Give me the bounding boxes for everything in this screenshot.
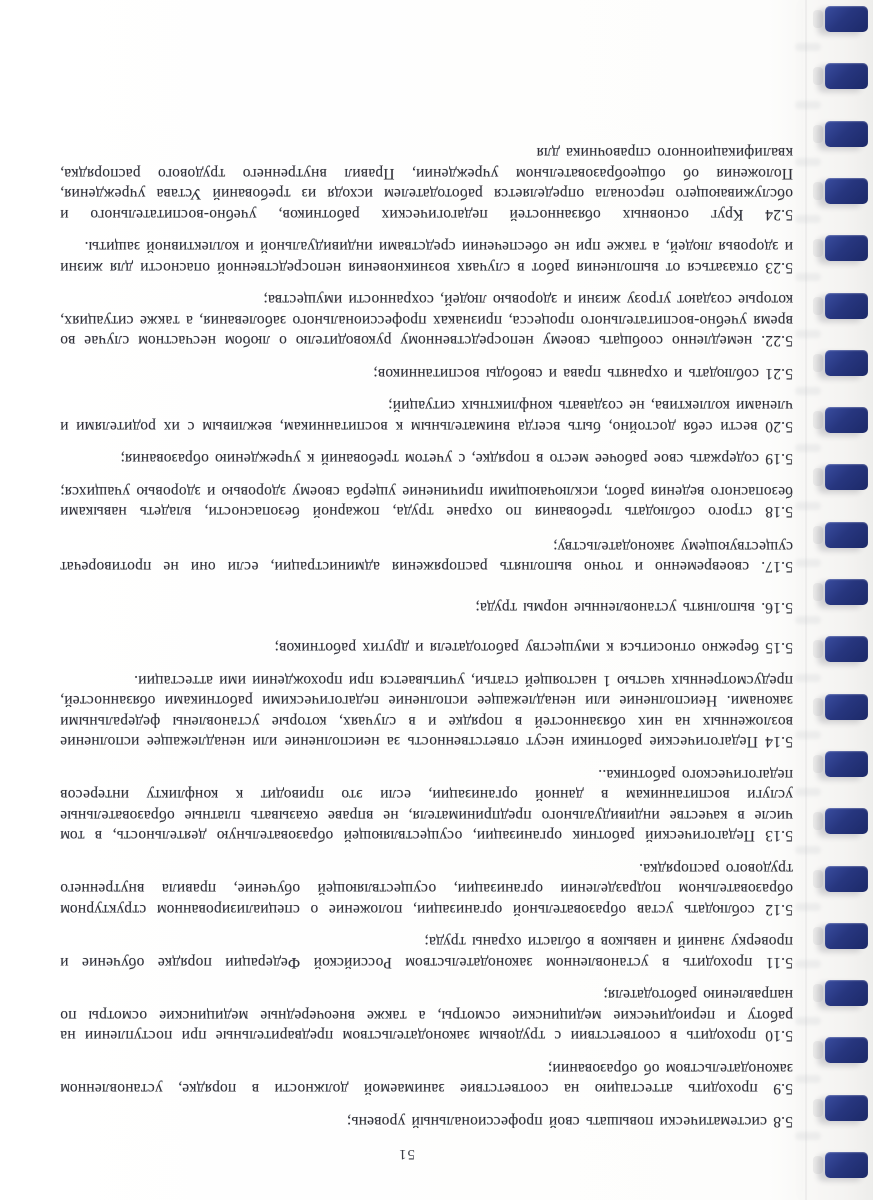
bleed-through-smudge <box>795 502 821 510</box>
bleed-through-smudge <box>795 788 821 796</box>
binding-comb <box>825 923 868 949</box>
bleed-through-smudge <box>795 387 821 395</box>
binding-comb <box>825 694 868 720</box>
bleed-through-smudge <box>795 43 821 51</box>
binding-comb <box>825 866 868 892</box>
bleed-through-smudge <box>795 273 821 281</box>
bleed-through-smudge <box>795 559 821 567</box>
spiral-binding <box>793 0 873 1200</box>
binding-comb <box>825 1037 868 1063</box>
bleed-through-smudge <box>795 903 821 911</box>
paragraph: 5.17. своевременно и точно выполнять распоряжения администрации, если они не противоречат существующему законодательству; <box>60 538 793 576</box>
paragraph: 5.20 вести себя достойно, быть всегда внимательным к воспитанникам, вежливым с их родителями и членами коллектива, не создавать конфликтных ситуаций; <box>60 397 793 435</box>
binding-comb <box>825 751 868 777</box>
bleed-through-smudge <box>795 616 821 624</box>
binding-comb <box>825 464 868 490</box>
binding-comb <box>825 579 868 605</box>
paragraph: 5.13 Педагогический работник организации, осуществляющей образовательную деятельность, в том числе в качестве индивидуального предпринимателя, не вправе оказывать платные образовательные услуги воспитанникам в данной организации, если это приводит к конфликту интересов педагогического работника.. <box>60 766 793 845</box>
bleed-through-smudge <box>795 960 821 968</box>
binding-comb <box>825 407 868 433</box>
paragraph: 5.14 Педагогические работники несут ответственность за неисполнение или ненадлежащее исполнение возложенных на них обязанностей в порядке и в случаях, которые установлены федеральными законами. Неисполнение или ненадлежащее исполнение педагогическими работниками обязанностей, предусмотренных частью 1 настоящей статьи, учитывается при прохождении ими аттестации. <box>60 672 793 751</box>
binding-comb <box>825 350 868 376</box>
paragraph: 5.8 систематически повышать свой профессиональный уровень; <box>346 1113 793 1130</box>
paragraph: 5.23 отказаться от выполнения работ в случаях возникновения непосредственной опасности для жизни и здоровья людей, а также при не обеспечении средствами индивидуальной и коллективной защиты. <box>60 238 793 276</box>
bleed-through-smudge <box>795 444 821 452</box>
paragraph: 5.21 соблюдать и охранять права и свободы воспитанников; <box>373 365 793 382</box>
bleed-through-smudge <box>795 158 821 166</box>
binding-comb <box>825 63 868 89</box>
binding-comb <box>825 522 868 548</box>
bleed-through-smudge <box>795 1075 821 1083</box>
binding-comb <box>825 6 868 32</box>
binding-comb <box>825 1152 868 1178</box>
paragraph: 5.22. немедленно сообщать своему непосредственному руководителю о любом несчастном случае во время учебно-воспитательного процесса, признаках профессионального заболевания, а также ситуациях, которые создают угрозу жизни и здоровью людей, сохранности имущества; <box>60 291 793 350</box>
bleed-through-smudge <box>795 731 821 739</box>
page-number: 51 <box>398 1146 415 1162</box>
bleed-through-smudge <box>795 330 821 338</box>
binding-comb <box>825 1095 868 1121</box>
bleed-through-smudge <box>795 1017 821 1025</box>
paragraph: 5.11 проходить в установленном законодательством Российской Федерации порядке обучение и проверку знаний и навыков в области охраны труда; <box>60 933 793 971</box>
binding-comb <box>825 808 868 834</box>
document-text-block <box>60 142 793 1131</box>
paragraph: 5.10 проходить в соответствии с трудовым законодательством предварительные при поступлении на работу и периодические медицинские осмотры, а также внеочередные медицинские осмотры по направлению работодателя; <box>60 986 793 1045</box>
paragraph: 5.9 проходить аттестацию на соответствие занимаемой должности в порядке, установленном законодательством об образовании; <box>60 1060 793 1098</box>
paragraph: 5.18 строго соблюдать требования по охране труда, пожарной безопасности, владеть навыками безопасного ведения работ, исключающими причинение ущерба своему здоровью и здоровью учащихся; <box>60 483 793 521</box>
bleed-through-smudge <box>795 215 821 223</box>
binding-comb <box>825 235 868 261</box>
binding-comb <box>825 636 868 662</box>
binding-comb <box>825 293 868 319</box>
bleed-through-smudge <box>795 101 821 109</box>
bleed-through-smudge <box>795 674 821 682</box>
bleed-through-smudge <box>795 1132 821 1140</box>
binding-comb <box>825 178 868 204</box>
bleed-through-smudge <box>795 846 821 854</box>
paragraph: 5.19 содержать свое рабочее место в порядке, с учетом требований к учреждению образования; <box>120 450 793 468</box>
paragraph: 5.15 бережно относиться к имуществу работодателя и других работников; <box>274 639 793 657</box>
paragraph: 5.24 Круг основных обязанностей педагогических работников, учебно-воспитательного и обслуживающего персонала определяется работодателем исходя из требований Устава учреждения, Положения об общеобразовательном учреждении, Правил внутреннего трудового распорядка, квалификационного справочника для <box>60 144 793 223</box>
paragraph: 5.16. выполнять установленные нормы труда; <box>475 599 793 616</box>
binding-comb <box>825 121 868 147</box>
rotated-page-content <box>60 42 793 1162</box>
binding-comb <box>825 980 868 1006</box>
paragraph: 5.12 соблюдать устав образовательной организации, положение о специализированном структурном образовательном подразделении организации, осуществляющей обучение, правила внутреннего трудового распорядка. <box>60 860 793 918</box>
